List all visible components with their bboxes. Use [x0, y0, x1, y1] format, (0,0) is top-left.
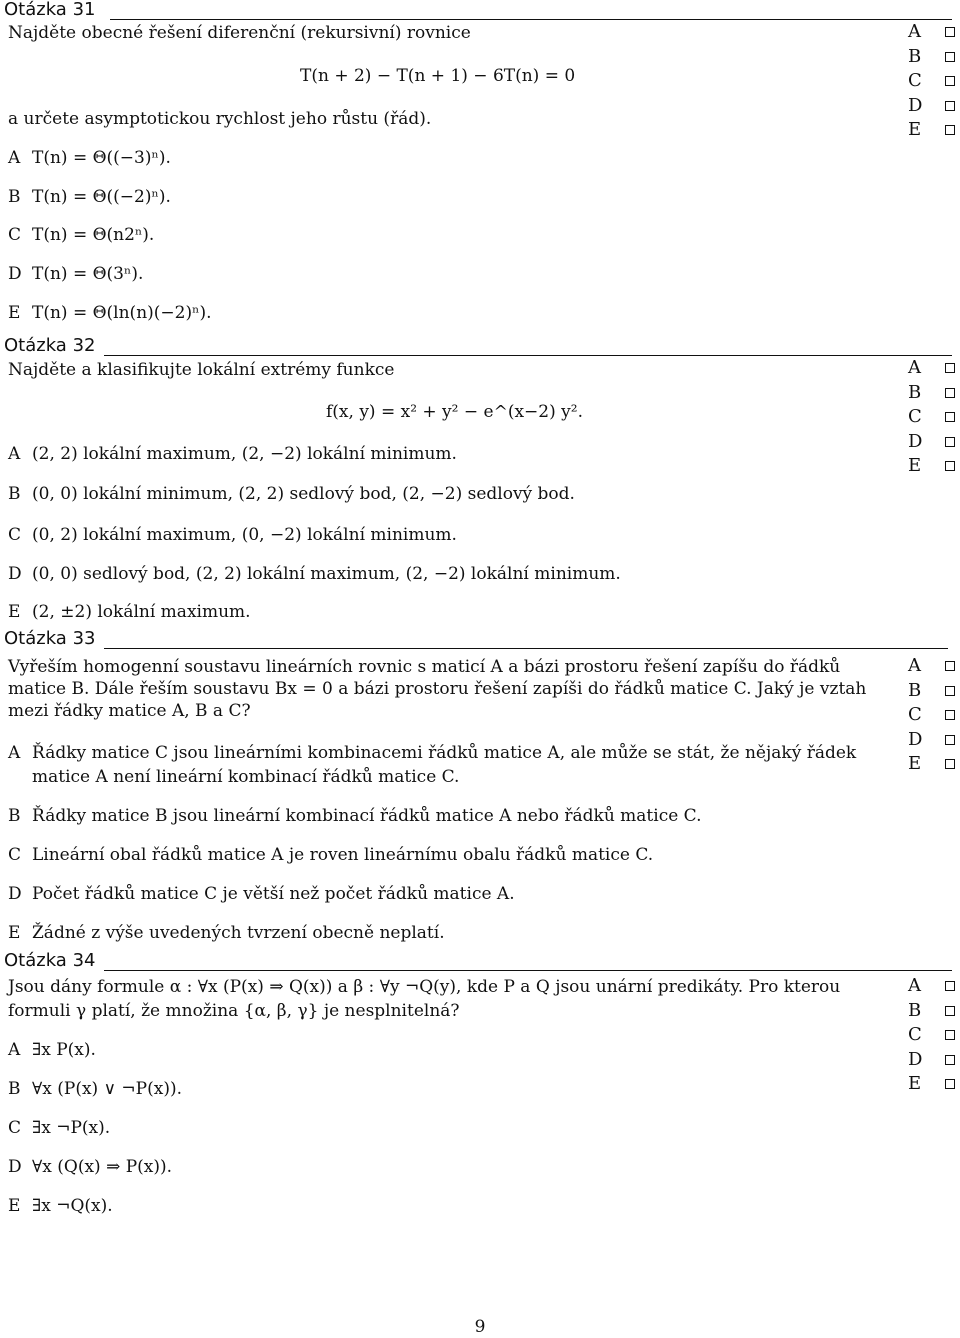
option-text: T(n) = Θ((−3)ⁿ). [32, 148, 171, 168]
option-text: T(n) = Θ(ln(n)(−2)ⁿ). [32, 303, 212, 323]
checkbox-label: D [908, 430, 923, 452]
checkbox-label: A [908, 975, 921, 996]
option-text: ∃x P(x). [32, 1040, 96, 1060]
option-letter: D [8, 1157, 22, 1177]
checkbox-label: E [908, 1073, 922, 1094]
option-letter: B [8, 1079, 21, 1099]
title-rule [104, 648, 948, 649]
option-text: ∃x ¬Q(x). [32, 1196, 113, 1216]
answer-row-e[interactable] [908, 752, 960, 777]
question-text-continued: a určete asymptotickou rychlost jeho růstu (řád). [8, 109, 432, 129]
option-letter: A [8, 1040, 21, 1060]
answer-row-c[interactable] [908, 405, 960, 430]
option-text: T(n) = Θ(3ⁿ). [32, 264, 144, 284]
answer-checkboxes [908, 654, 960, 777]
checkbox-d[interactable] [945, 1055, 955, 1065]
option-a [8, 443, 457, 465]
option-letter: C [8, 845, 22, 865]
checkbox-label: C [908, 704, 922, 725]
option-letter: C [8, 525, 22, 545]
question-34 [0, 951, 960, 1221]
answer-checkboxes [908, 974, 960, 1097]
option-letter: D [8, 564, 22, 584]
checkbox-e[interactable] [945, 759, 955, 769]
answer-row-b[interactable] [908, 381, 960, 406]
answer-row-c[interactable] [908, 1023, 960, 1048]
option-text: Lineární obal řádků matice A je roven lineárnímu obalu řádků matice C. [32, 845, 654, 865]
checkbox-b[interactable] [945, 1006, 955, 1016]
option-e [8, 922, 445, 944]
checkbox-a[interactable] [945, 661, 955, 671]
option-letter: C [8, 225, 22, 245]
option-e [8, 302, 212, 324]
checkbox-label: D [908, 1048, 923, 1070]
title-rule [110, 19, 952, 20]
option-b [8, 805, 702, 827]
checkbox-e[interactable] [945, 461, 955, 471]
answer-row-d[interactable] [908, 430, 960, 455]
option-text: T(n) = Θ(n2ⁿ). [32, 225, 155, 245]
answer-row-c[interactable] [908, 703, 960, 728]
option-letter: E [8, 923, 21, 943]
option-letter: E [8, 303, 21, 323]
option-d [8, 563, 621, 585]
option-text: ∃x ¬P(x). [32, 1118, 111, 1138]
question-text: Jsou dány formule α : ∀x (P(x) ⇒ Q(x)) a β : ∀y ¬Q(y), kde P a Q jsou unární predikáty. Pro kterou formuli γ platí, že množina {α, β, γ} je nesplnitelná? [8, 977, 841, 1021]
option-letter: D [8, 884, 22, 904]
question-31 [0, 0, 960, 330]
option-letter: A [8, 444, 21, 464]
option-text: (2, ±2) lokální maximum. [32, 602, 251, 622]
option-letter: A [8, 148, 21, 168]
option-text: (2, 2) lokální maximum, (2, −2) lokální minimum. [32, 444, 457, 464]
option-b [8, 483, 575, 505]
option-text: Řádky matice B jsou lineární kombinací řádků matice A nebo řádků matice C. [32, 806, 702, 826]
question-formula: f(x, y) = x² + y² − e^(x−2) y². [326, 402, 583, 422]
checkbox-label: A [908, 655, 921, 676]
checkbox-label: C [908, 70, 922, 91]
checkbox-b[interactable] [945, 388, 955, 398]
option-e [8, 601, 251, 623]
option-letter: C [8, 1118, 22, 1138]
option-text: T(n) = Θ((−2)ⁿ). [32, 187, 171, 207]
checkbox-label: B [908, 679, 922, 701]
checkbox-e[interactable] [945, 125, 955, 135]
option-c [8, 844, 654, 866]
option-text: (0, 0) lokální minimum, (2, 2) sedlový bod, (2, −2) sedlový bod. [32, 484, 575, 504]
answer-row-a[interactable] [908, 974, 960, 999]
question-text: Najděte a klasifikujte lokální extrémy funkce [8, 360, 395, 380]
option-letter: E [8, 1196, 21, 1216]
option-c [8, 1117, 111, 1139]
option-text: Počet řádků matice C je větší než počet řádků matice A. [32, 884, 515, 904]
checkbox-label: B [908, 45, 922, 67]
answer-row-a[interactable] [908, 654, 960, 679]
option-letter: B [8, 187, 21, 207]
option-text: Žádné z výše uvedených tvrzení obecně neplatí. [32, 923, 445, 943]
option-letter: A [8, 743, 21, 763]
checkbox-d[interactable] [945, 437, 955, 447]
question-formula: T(n + 2) − T(n + 1) − 6T(n) = 0 [300, 66, 576, 86]
checkbox-label: E [908, 119, 922, 140]
option-d [8, 263, 144, 285]
checkbox-a[interactable] [945, 27, 955, 37]
checkbox-d[interactable] [945, 735, 955, 745]
question-33 [0, 629, 960, 947]
checkbox-label: A [908, 357, 921, 378]
answer-row-a[interactable] [908, 356, 960, 381]
option-letter: E [8, 602, 21, 622]
answer-row-e[interactable] [908, 1072, 960, 1097]
question-text: Najděte obecné řešení diferenční (rekursivní) rovnice [8, 23, 471, 43]
answer-row-d[interactable] [908, 94, 960, 119]
answer-row-d[interactable] [908, 1048, 960, 1073]
option-c [8, 524, 457, 546]
answer-row-e[interactable] [908, 118, 960, 143]
option-letter: D [8, 264, 22, 284]
checkbox-b[interactable] [945, 52, 955, 62]
answer-row-b[interactable] [908, 999, 960, 1024]
checkbox-label: B [908, 381, 922, 403]
title-rule [104, 970, 952, 971]
answer-row-d[interactable] [908, 728, 960, 753]
option-d [8, 1156, 173, 1178]
question-text: Vyřeším homogenní soustavu lineárních rovnic s maticí A a bázi prostoru řešení zapíšu do řádků matice B. Dále řeším soustavu Bx = 0 a bázi prostoru řešení zapíši do řádků matice C. Jaký je vztah mezi řádky matice A, B a C? [8, 657, 867, 721]
option-text: Řádky matice C jsou lineárními kombinacemi řádků matice A, ale může se stát, že nějaký řádek matice A není lineární kombinací řádků matice C. [32, 743, 857, 787]
option-b [8, 1078, 182, 1100]
option-text: (0, 0) sedlový bod, (2, 2) lokální maximum, (2, −2) lokální minimum. [32, 564, 621, 584]
answer-row-a[interactable] [908, 20, 960, 45]
checkbox-label: E [908, 455, 922, 476]
option-a [8, 147, 171, 169]
option-letter: B [8, 806, 21, 826]
question-title: Otázka 31 [4, 0, 96, 20]
answer-row-b[interactable] [908, 45, 960, 70]
option-e [8, 1195, 113, 1217]
option-text: ∀x (P(x) ∨ ¬P(x)). [32, 1079, 182, 1099]
checkbox-label: B [908, 999, 922, 1021]
checkbox-c[interactable] [945, 412, 955, 422]
option-text: ∀x (Q(x) ⇒ P(x)). [32, 1157, 173, 1177]
option-a [8, 741, 882, 789]
answer-checkboxes [908, 20, 960, 143]
option-c [8, 224, 155, 246]
title-rule [104, 355, 952, 356]
answer-row-b[interactable] [908, 679, 960, 704]
checkbox-e[interactable] [945, 1079, 955, 1089]
question-title: Otázka 33 [4, 628, 96, 649]
checkbox-b[interactable] [945, 686, 955, 696]
checkbox-c[interactable] [945, 1030, 955, 1040]
option-b [8, 186, 171, 208]
question-title: Otázka 32 [4, 335, 96, 356]
option-letter: B [8, 484, 21, 504]
question-title: Otázka 34 [4, 950, 96, 971]
page-number: 9 [474, 1317, 486, 1337]
answer-row-c[interactable] [908, 69, 960, 94]
checkbox-label: C [908, 1024, 922, 1045]
option-text: (0, 2) lokální maximum, (0, −2) lokální minimum. [32, 525, 457, 545]
option-d [8, 883, 515, 905]
question-32 [0, 336, 960, 626]
checkbox-d[interactable] [945, 101, 955, 111]
checkbox-a[interactable] [945, 981, 955, 991]
checkbox-label: A [908, 21, 921, 42]
answer-checkboxes [908, 356, 960, 479]
checkbox-label: E [908, 753, 922, 774]
checkbox-label: C [908, 406, 922, 427]
checkbox-label: D [908, 728, 923, 750]
checkbox-c[interactable] [945, 76, 955, 86]
checkbox-c[interactable] [945, 710, 955, 720]
answer-row-e[interactable] [908, 454, 960, 479]
checkbox-label: D [908, 94, 923, 116]
option-a [8, 1039, 96, 1061]
checkbox-a[interactable] [945, 363, 955, 373]
